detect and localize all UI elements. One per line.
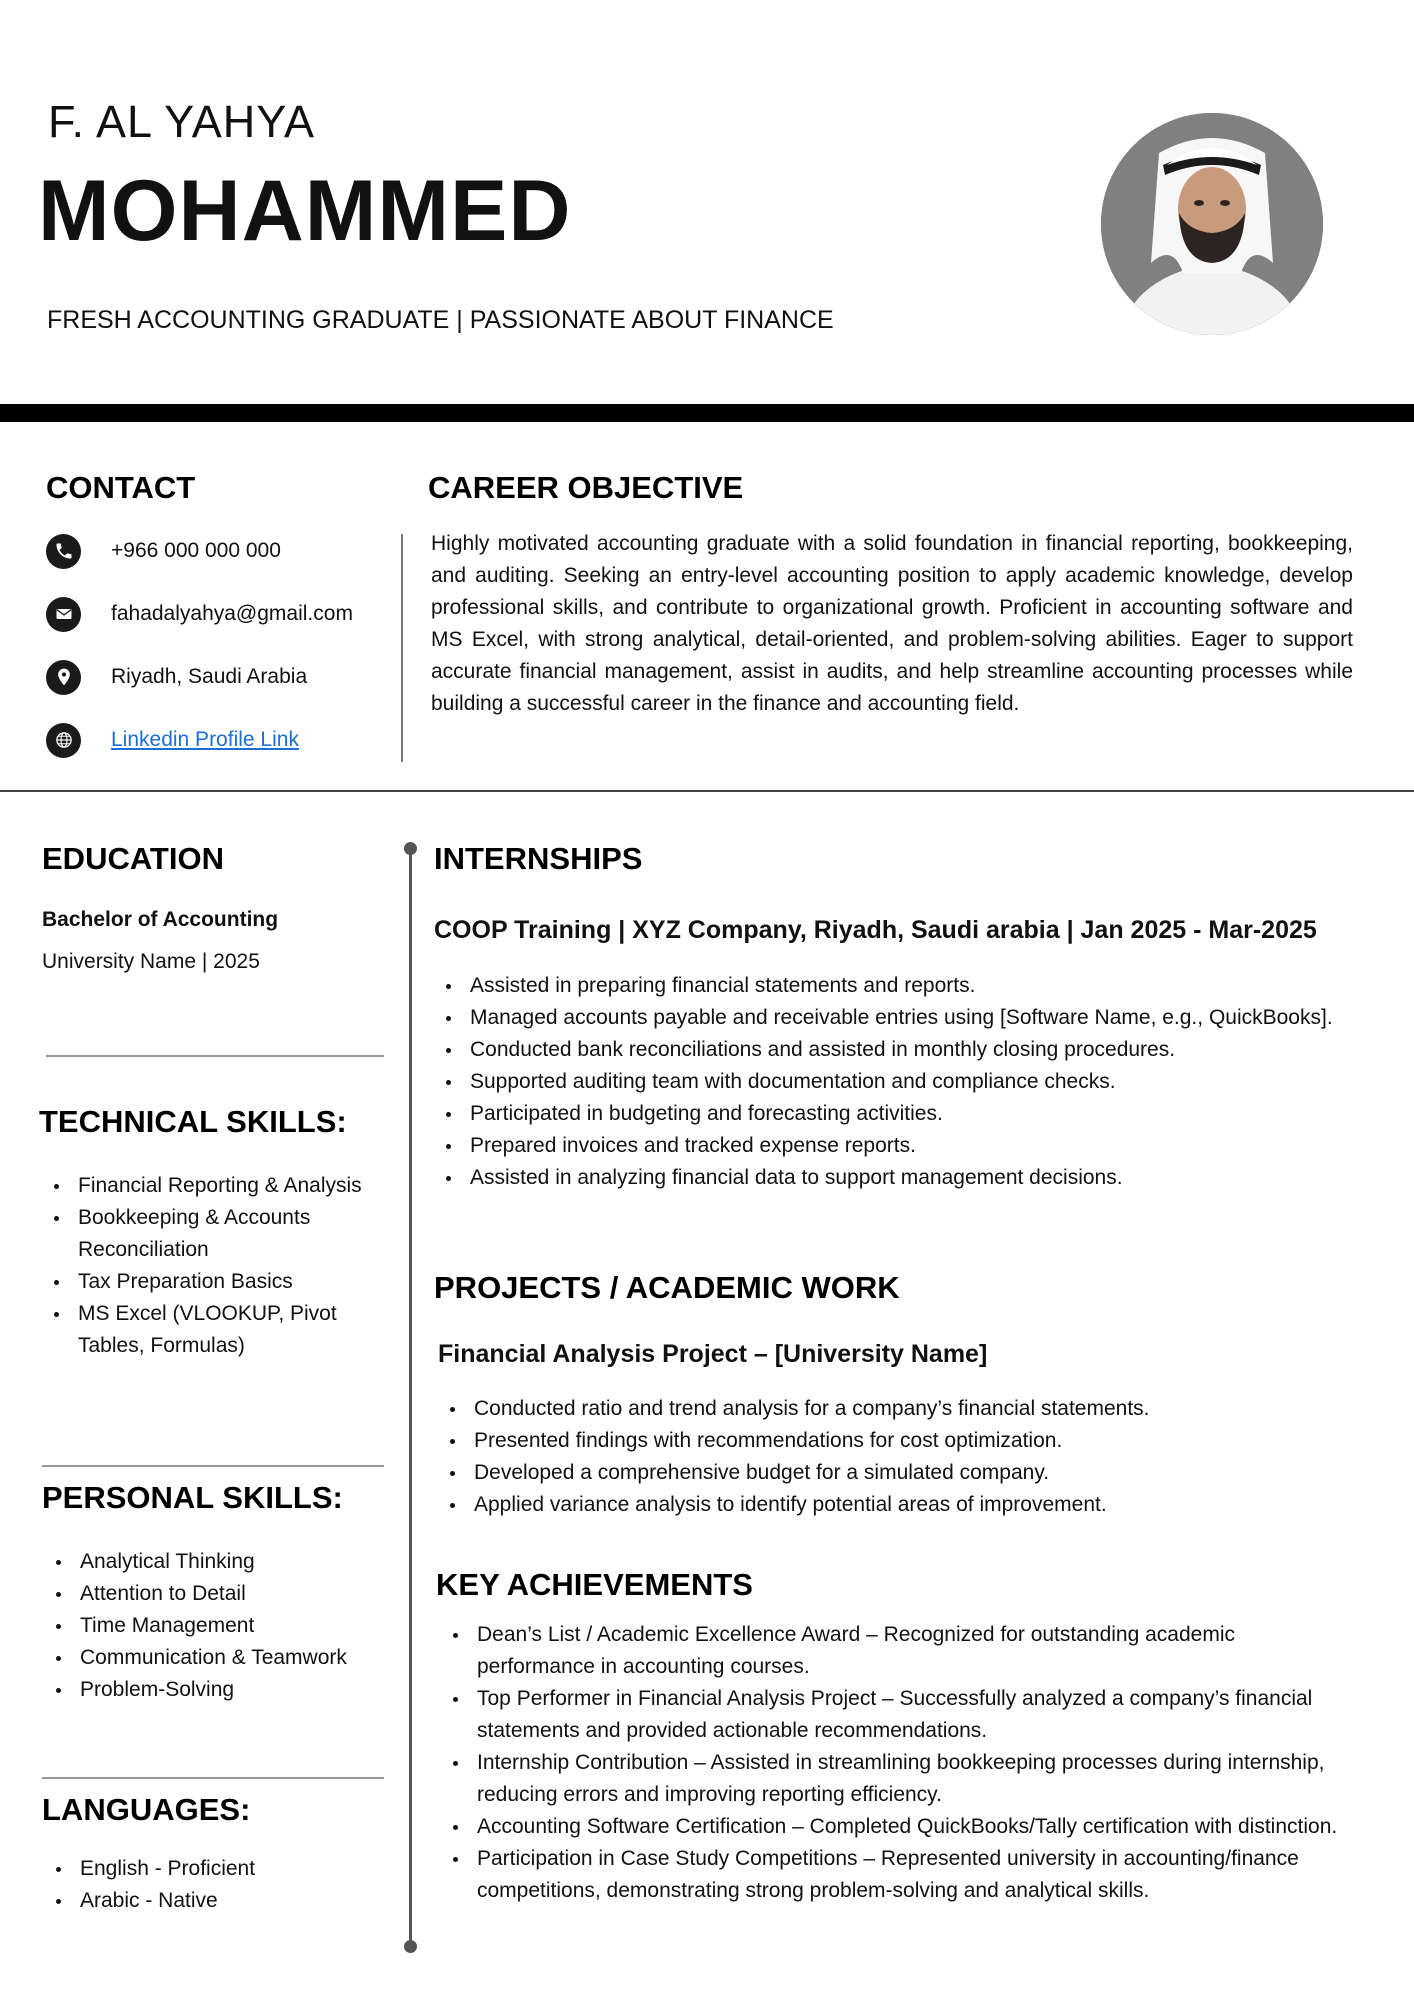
projects-title: PROJECTS / ACADEMIC WORK bbox=[434, 1270, 900, 1305]
internships-title: INTERNSHIPS bbox=[434, 841, 643, 876]
contact-email bbox=[46, 596, 353, 632]
list-item: Presented findings with recommendations for cost optimization. bbox=[438, 1425, 1338, 1457]
list-item: Attention to Detail bbox=[44, 1578, 384, 1610]
languages-list bbox=[44, 1853, 384, 1917]
location-text: Riyadh, Saudi Arabia bbox=[111, 665, 308, 688]
list-item: Developed a comprehensive budget for a simulated company. bbox=[438, 1457, 1338, 1489]
list-item: Assisted in preparing financial statements and reports. bbox=[434, 970, 1334, 1002]
list-item: Supported auditing team with documentation and compliance checks. bbox=[434, 1066, 1334, 1098]
linkedin-link[interactable]: Linkedin Profile Link bbox=[111, 728, 299, 751]
email-icon bbox=[46, 597, 81, 632]
project-items-list bbox=[438, 1393, 1338, 1521]
timeline-dot-bottom bbox=[404, 1940, 417, 1953]
languages-title: LANGUAGES: bbox=[42, 1792, 251, 1827]
achievements-list bbox=[441, 1619, 1346, 1907]
personal-skills-list bbox=[44, 1546, 384, 1706]
internship-duties-list bbox=[434, 970, 1334, 1194]
location-icon bbox=[46, 660, 81, 695]
header-divider bbox=[0, 404, 1414, 422]
contact-linkedin[interactable] bbox=[46, 722, 299, 758]
list-item: Dean’s List / Academic Excellence Award – Recognized for outstanding academic performance in accounting courses. bbox=[441, 1619, 1346, 1683]
list-item: Managed accounts payable and receivable entries using [Software Name, e.g., QuickBooks]. bbox=[434, 1002, 1334, 1034]
technical-divider bbox=[42, 1465, 384, 1467]
list-item: Assisted in analyzing financial data to support management decisions. bbox=[434, 1162, 1334, 1194]
degree: Bachelor of Accounting bbox=[42, 908, 279, 931]
objective-title: CAREER OBJECTIVE bbox=[428, 470, 744, 505]
list-item: Communication & Teamwork bbox=[44, 1642, 384, 1674]
list-item: Conducted ratio and trend analysis for a company’s financial statements. bbox=[438, 1393, 1338, 1425]
tagline: FRESH ACCOUNTING GRADUATE | PASSIONATE ABOUT FINANCE bbox=[47, 306, 834, 334]
education-title: EDUCATION bbox=[42, 841, 224, 876]
objective-text: Highly motivated accounting graduate with a solid foundation in financial reporting, bookkeeping, and auditing. Seeking an entry-level accounting position to apply academic knowledge, develop professional skills, and contribute to organizational growth. Proficient in accounting software and MS Excel, with strong analytical, detail-oriented, and problem-solving abilities. Eager to support accurate financial management, assist in audits, and help streamline accounting processes while building a successful career in the finance and accounting field. bbox=[431, 532, 1353, 715]
education-divider bbox=[46, 1055, 384, 1057]
list-item: MS Excel (VLOOKUP, Pivot Tables, Formulas) bbox=[42, 1298, 382, 1362]
personal-divider bbox=[42, 1777, 384, 1779]
list-item: Prepared invoices and tracked expense reports. bbox=[434, 1130, 1334, 1162]
internship-role: COOP Training | XYZ Company, Riyadh, Saudi arabia | Jan 2025 - Mar-2025 bbox=[434, 916, 1317, 944]
email-address: fahadalyahya@gmail.com bbox=[111, 602, 353, 625]
list-item: Financial Reporting & Analysis bbox=[42, 1170, 382, 1202]
first-name: F. AL YAHYA bbox=[48, 96, 315, 147]
last-name: MOHAMMED bbox=[38, 163, 572, 259]
timeline-dot-top bbox=[404, 842, 417, 855]
list-item: Participation in Case Study Competitions – Represented university in accounting/finance competitions, demonstrating strong problem-solving and analytical skills. bbox=[441, 1843, 1346, 1907]
list-item: Accounting Software Certification – Completed QuickBooks/Tally certification with distinction. bbox=[441, 1811, 1346, 1843]
list-item: Bookkeeping & Accounts Reconciliation bbox=[42, 1202, 382, 1266]
profile-photo bbox=[1101, 113, 1323, 335]
timeline-line bbox=[409, 848, 412, 1948]
personal-skills-title: PERSONAL SKILLS: bbox=[42, 1480, 343, 1515]
list-item: Top Performer in Financial Analysis Project – Successfully analyzed a company’s financial statements and provided actionable recommendations. bbox=[441, 1683, 1346, 1747]
achievements-title: KEY ACHIEVEMENTS bbox=[436, 1567, 753, 1602]
contact-location bbox=[46, 659, 308, 695]
list-item: Arabic - Native bbox=[44, 1885, 384, 1917]
list-item: Tax Preparation Basics bbox=[42, 1266, 382, 1298]
technical-skills-list bbox=[42, 1170, 382, 1362]
list-item: Time Management bbox=[44, 1610, 384, 1642]
project-title: Financial Analysis Project – [University Name] bbox=[438, 1340, 988, 1368]
list-item: Problem-Solving bbox=[44, 1674, 384, 1706]
contact-divider bbox=[401, 534, 403, 762]
contact-phone bbox=[46, 533, 281, 569]
list-item: Participated in budgeting and forecasting activities. bbox=[434, 1098, 1334, 1130]
globe-icon bbox=[46, 723, 81, 758]
institution: University Name | 2025 bbox=[42, 950, 260, 973]
list-item: Conducted bank reconciliations and assisted in monthly closing procedures. bbox=[434, 1034, 1334, 1066]
phone-number: +966 000 000 000 bbox=[111, 539, 281, 562]
phone-icon bbox=[46, 534, 81, 569]
list-item: Analytical Thinking bbox=[44, 1546, 384, 1578]
list-item: English - Proficient bbox=[44, 1853, 384, 1885]
list-item: Internship Contribution – Assisted in streamlining bookkeeping processes during internship, reducing errors and improving reporting efficiency. bbox=[441, 1747, 1346, 1811]
technical-skills-title: TECHNICAL SKILLS: bbox=[39, 1104, 347, 1139]
list-item: Applied variance analysis to identify potential areas of improvement. bbox=[438, 1489, 1338, 1521]
contact-title: CONTACT bbox=[46, 470, 196, 505]
section-divider bbox=[0, 790, 1414, 792]
